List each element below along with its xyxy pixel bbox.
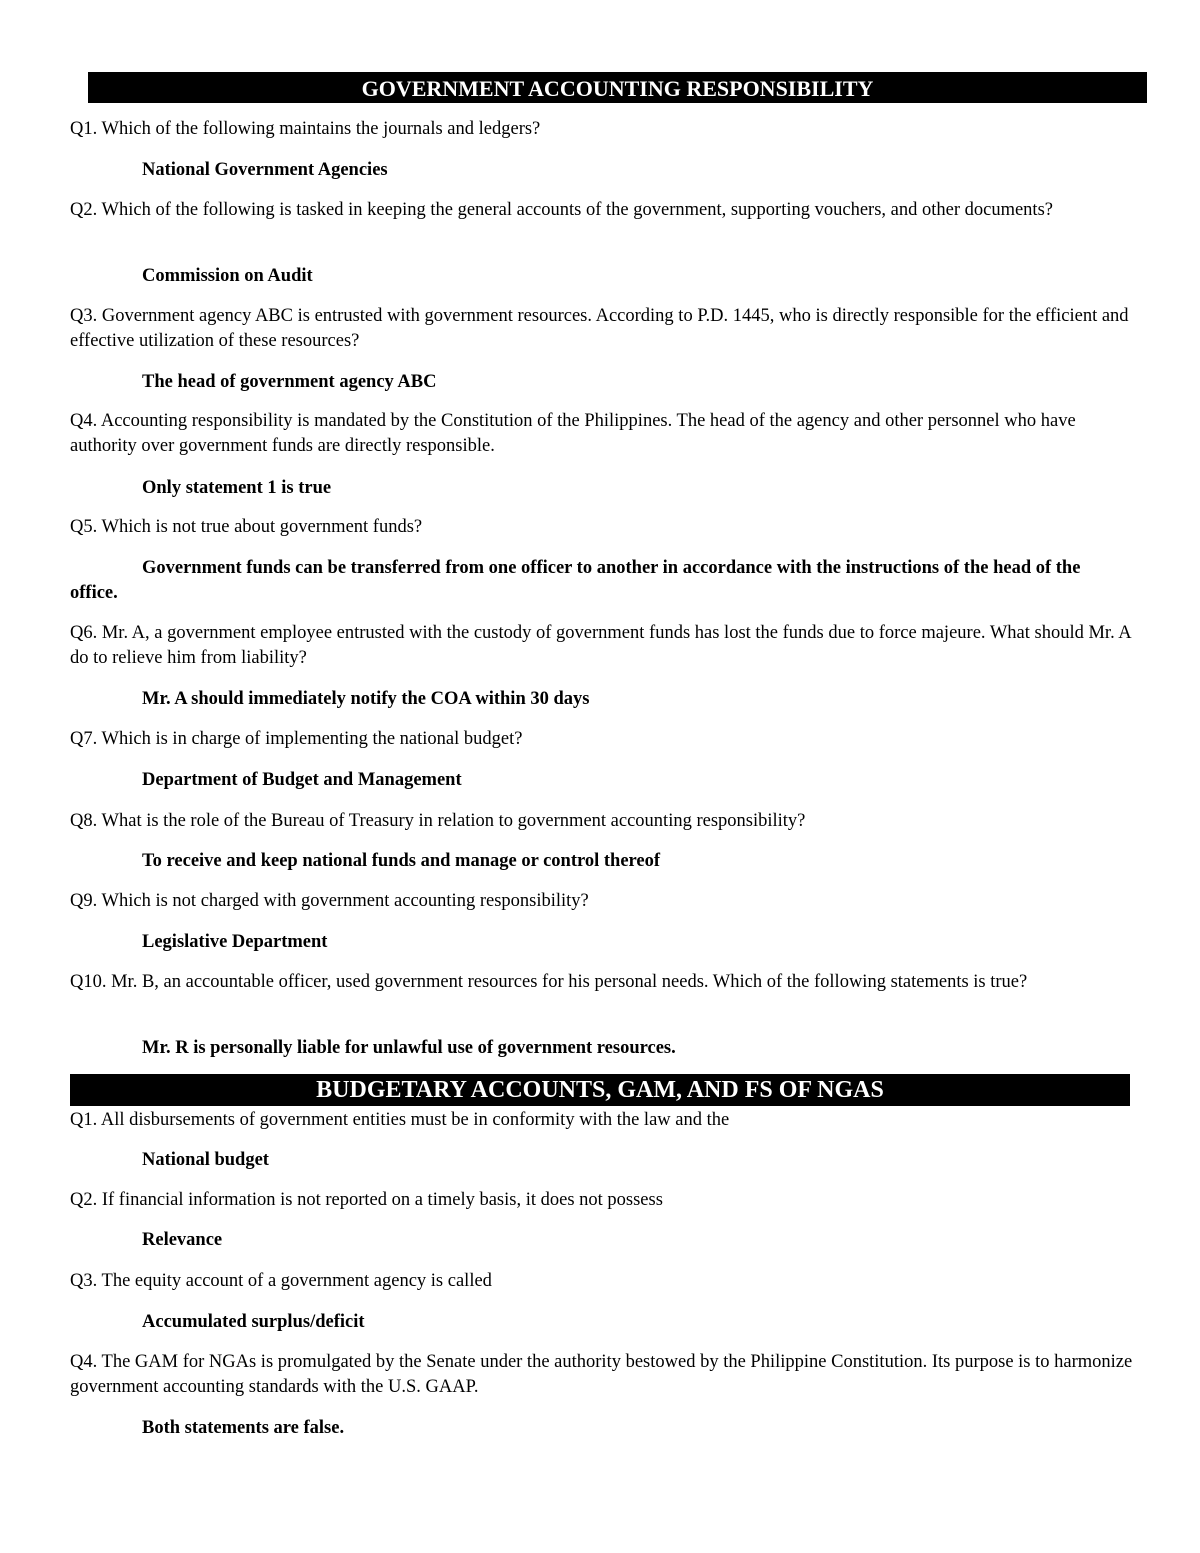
question: Q6. Mr. A, a government employee entrusted with the custody of government funds has lost the funds due to force majeure. What should Mr. A do to relieve him from liability?	[70, 623, 1131, 668]
answer: Both statements are false.	[142, 1418, 345, 1438]
answer: Accumulated surplus/deficit	[142, 1312, 365, 1332]
answer: Commission on Audit	[142, 266, 313, 286]
question: Q8. What is the role of the Bureau of Treasury in relation to government accounting responsibility?	[70, 811, 806, 831]
answer: To receive and keep national funds and manage or control thereof	[142, 851, 661, 871]
answer: Mr. R is personally liable for unlawful use of government resources.	[142, 1038, 676, 1058]
question: Q2. Which of the following is tasked in keeping the general accounts of the government, supporting vouchers, and other documents?	[70, 200, 1053, 220]
question: Q10. Mr. B, an accountable officer, used government resources for his personal needs. Which of the following statements is true?	[70, 972, 1028, 992]
question: Q5. Which is not true about government funds?	[70, 517, 423, 537]
question: Q2. If financial information is not reported on a timely basis, it does not possess	[70, 1190, 663, 1210]
section-heading-budgetary-accounts: BUDGETARY ACCOUNTS, GAM, AND FS OF NGAS	[70, 1074, 1130, 1106]
answer: National budget	[142, 1150, 269, 1170]
answer: Legislative Department	[142, 932, 328, 952]
answer: Mr. A should immediately notify the COA within 30 days	[142, 689, 590, 709]
question: Q3. Government agency ABC is entrusted with government resources. According to P.D. 1445, who is directly responsible for the efficient and effective utilization of these resources?	[70, 306, 1129, 351]
question: Q3. The equity account of a government agency is called	[70, 1271, 492, 1291]
answer: The head of government agency ABC	[142, 372, 437, 392]
question: Q9. Which is not charged with government accounting responsibility?	[70, 891, 589, 911]
question: Q1. Which of the following maintains the journals and ledgers?	[70, 119, 541, 139]
answer: Relevance	[142, 1230, 223, 1250]
section-heading-accounting-responsibility: GOVERNMENT ACCOUNTING RESPONSIBILITY	[88, 72, 1147, 103]
answer: Only statement 1 is true	[142, 478, 332, 498]
question: Q4. Accounting responsibility is mandated by the Constitution of the Philippines. The head of the agency and other personnel who have authority over government funds are directly responsible.	[70, 411, 1076, 456]
answer: National Government Agencies	[142, 160, 388, 180]
question: Q7. Which is in charge of implementing the national budget?	[70, 729, 523, 749]
answer: Government funds can be transferred from one officer to another in accordance with the instructions of the head of the office.	[70, 558, 1081, 603]
question: Q4. The GAM for NGAs is promulgated by the Senate under the authority bestowed by the Philippine Constitution. Its purpose is to harmonize government accounting standards with the U.S. GAAP.	[70, 1352, 1133, 1397]
question: Q1. All disbursements of government entities must be in conformity with the law and the	[70, 1110, 730, 1130]
answer: Department of Budget and Management	[142, 770, 462, 790]
